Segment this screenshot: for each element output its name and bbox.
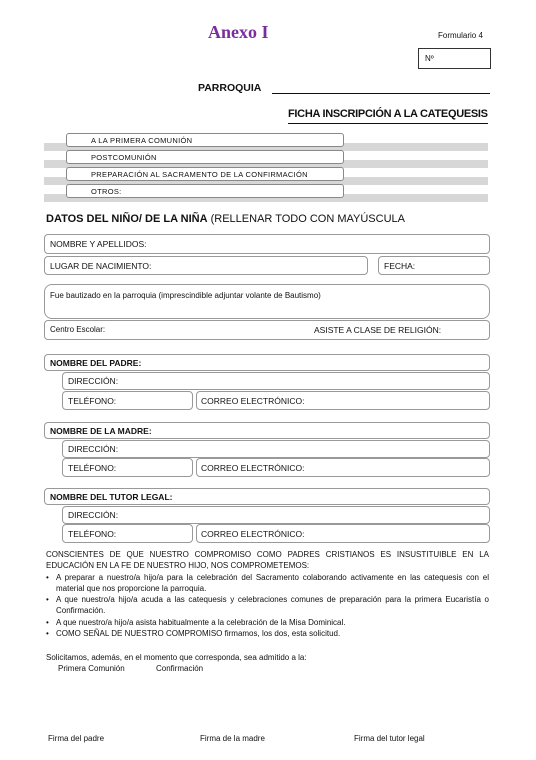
- commitment-item: • A que nuestro/a hijo/a acuda a las catequesis y celebraciones comunes de preparación para la primera Eucaristía o Confirmación.: [46, 594, 489, 617]
- option-first-communion[interactable]: A LA PRIMERA COMUNIÓN: [66, 133, 344, 147]
- child-name-field[interactable]: NOMBRE Y APELLIDOS:: [44, 234, 490, 254]
- birthplace-field[interactable]: LUGAR DE NACIMIENTO:: [44, 256, 368, 275]
- birth-date-field[interactable]: FECHA:: [378, 256, 490, 275]
- registration-number-field[interactable]: [418, 48, 491, 69]
- signature-mother: Firma de la madre: [200, 734, 265, 743]
- father-email-field[interactable]: CORREO ELECTRÓNICO:: [196, 391, 490, 410]
- request-option-confirmation[interactable]: Confirmación: [156, 664, 204, 673]
- form-number: Formulario 4: [438, 31, 483, 40]
- commitment-block: [46, 549, 489, 639]
- mother-email-field[interactable]: CORREO ELECTRÓNICO:: [196, 458, 490, 477]
- form-title-underline: [288, 123, 488, 124]
- signature-tutor: Firma del tutor legal: [354, 734, 425, 743]
- commitment-list: [46, 572, 489, 640]
- tutor-email-field[interactable]: CORREO ELECTRÓNICO:: [196, 524, 490, 543]
- father-phone-field[interactable]: TELÉFONO:: [62, 391, 193, 410]
- document-title: Anexo I: [208, 22, 269, 42]
- baptism-field[interactable]: Fue bautizado en la parroquia (imprescindible adjuntar volante de Bautismo): [44, 284, 490, 319]
- tutor-name-field[interactable]: NOMBRE DEL TUTOR LEGAL:: [44, 488, 490, 505]
- mother-name-field[interactable]: NOMBRE DE LA MADRE:: [44, 422, 490, 439]
- form-title: FICHA INSCRIPCIÓN A LA CATEQUESIS: [288, 108, 488, 120]
- religion-class-label: ASISTE A CLASE DE RELIGIÓN:: [314, 325, 442, 335]
- mother-address-field[interactable]: DIRECCIÓN:: [62, 440, 490, 458]
- child-section-heading: DATOS DEL NIÑO/ DE LA NIÑA (RELLENAR TODO CON MAYÚSCULA: [46, 213, 405, 225]
- option-other[interactable]: OTROS:: [66, 184, 344, 198]
- parish-label: PARROQUIA: [198, 82, 262, 94]
- mother-phone-field[interactable]: TELÉFONO:: [62, 458, 193, 477]
- option-confirmation[interactable]: PREPARACIÓN AL SACRAMENTO DE LA CONFIRMACIÓN: [66, 167, 344, 181]
- option-postcommunion[interactable]: POSTCOMUNIÓN: [66, 150, 344, 164]
- father-address-field[interactable]: DIRECCIÓN:: [62, 372, 490, 390]
- request-text: Solicitamos, además, en el momento que corresponda, sea admitido a la:: [46, 653, 307, 662]
- father-name-field[interactable]: NOMBRE DEL PADRE:: [44, 354, 490, 371]
- signature-father: Firma del padre: [48, 734, 105, 743]
- tutor-address-field[interactable]: DIRECCIÓN:: [62, 506, 490, 524]
- commitment-item: • A preparar a nuestro/a hijo/a para la celebración del Sacramento colaborando activamente en las catequesis con el material que nos proporcione la parroquia.: [46, 572, 489, 595]
- tutor-phone-field[interactable]: TELÉFONO:: [62, 524, 193, 543]
- number-label: Nº: [425, 54, 434, 63]
- request-option-first-communion[interactable]: Primera Comunión: [58, 664, 125, 673]
- parish-field-line[interactable]: [272, 93, 490, 94]
- commitment-item: • A que nuestro/a hijo/a asista habitualmente a la celebración de la Misa Dominical.: [46, 617, 489, 628]
- commitment-item: • COMO SEÑAL DE NUESTRO COMPROMISO firmamos, los dos, esta solicitud.: [46, 628, 489, 639]
- commitment-intro: CONSCIENTES DE QUE NUESTRO COMPROMISO COMO PADRES CRISTIANOS ES INSUSTITUIBLE EN LA EDUCACIÓN EN LA FE DE NUESTRO HIJO, NOS COMPROMETEMOS:: [46, 550, 489, 571]
- school-field[interactable]: Centro Escolar: ASISTE A CLASE DE RELIGIÓN:: [44, 320, 490, 340]
